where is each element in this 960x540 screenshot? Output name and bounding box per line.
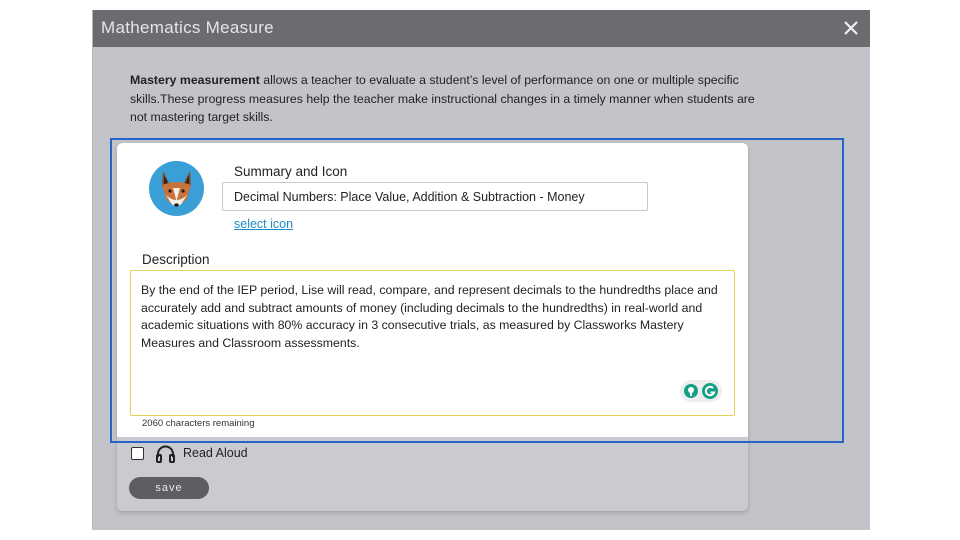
summary-label: Summary and Icon — [234, 164, 348, 179]
description-label: Description — [142, 252, 210, 267]
summary-input[interactable] — [222, 182, 648, 211]
fox-avatar-icon — [149, 161, 204, 216]
description-textarea[interactable] — [130, 270, 735, 416]
grammarly-icon — [702, 383, 718, 399]
select-icon-link[interactable]: select icon — [234, 217, 294, 231]
description-text: By the end of the IEP period, Lise will read, compare, and represent decimals to the hundredths place and accurately add and subtract amounts of money (including decimals to the hundredths) in real-world and academic situations with 80% accuracy in 3 consecutive trials, as measured by Classworks Mastery Measures and Classroom assessments. — [141, 283, 718, 350]
intro-text — [130, 71, 760, 127]
characters-remaining: 2060 characters remaining — [142, 418, 255, 429]
intro-bold-term: Mastery measurement — [130, 73, 260, 87]
modal-title: Mathematics Measure — [101, 18, 274, 37]
headphones-icon — [155, 444, 176, 464]
grammarly-widget[interactable] — [680, 380, 722, 402]
intro-body: allows a teacher to evaluate a student’s level of performance on one or multiple specific skills.These progress measures help the teacher make instructional changes in a timely manner when students are not mastering target skills. — [130, 73, 755, 124]
close-icon — [840, 17, 862, 39]
read-aloud-label: Read Aloud — [183, 446, 248, 460]
save-button[interactable]: save — [129, 477, 209, 499]
modal-header — [93, 10, 870, 47]
read-aloud-checkbox[interactable] — [131, 447, 144, 460]
close-button[interactable] — [840, 17, 862, 39]
